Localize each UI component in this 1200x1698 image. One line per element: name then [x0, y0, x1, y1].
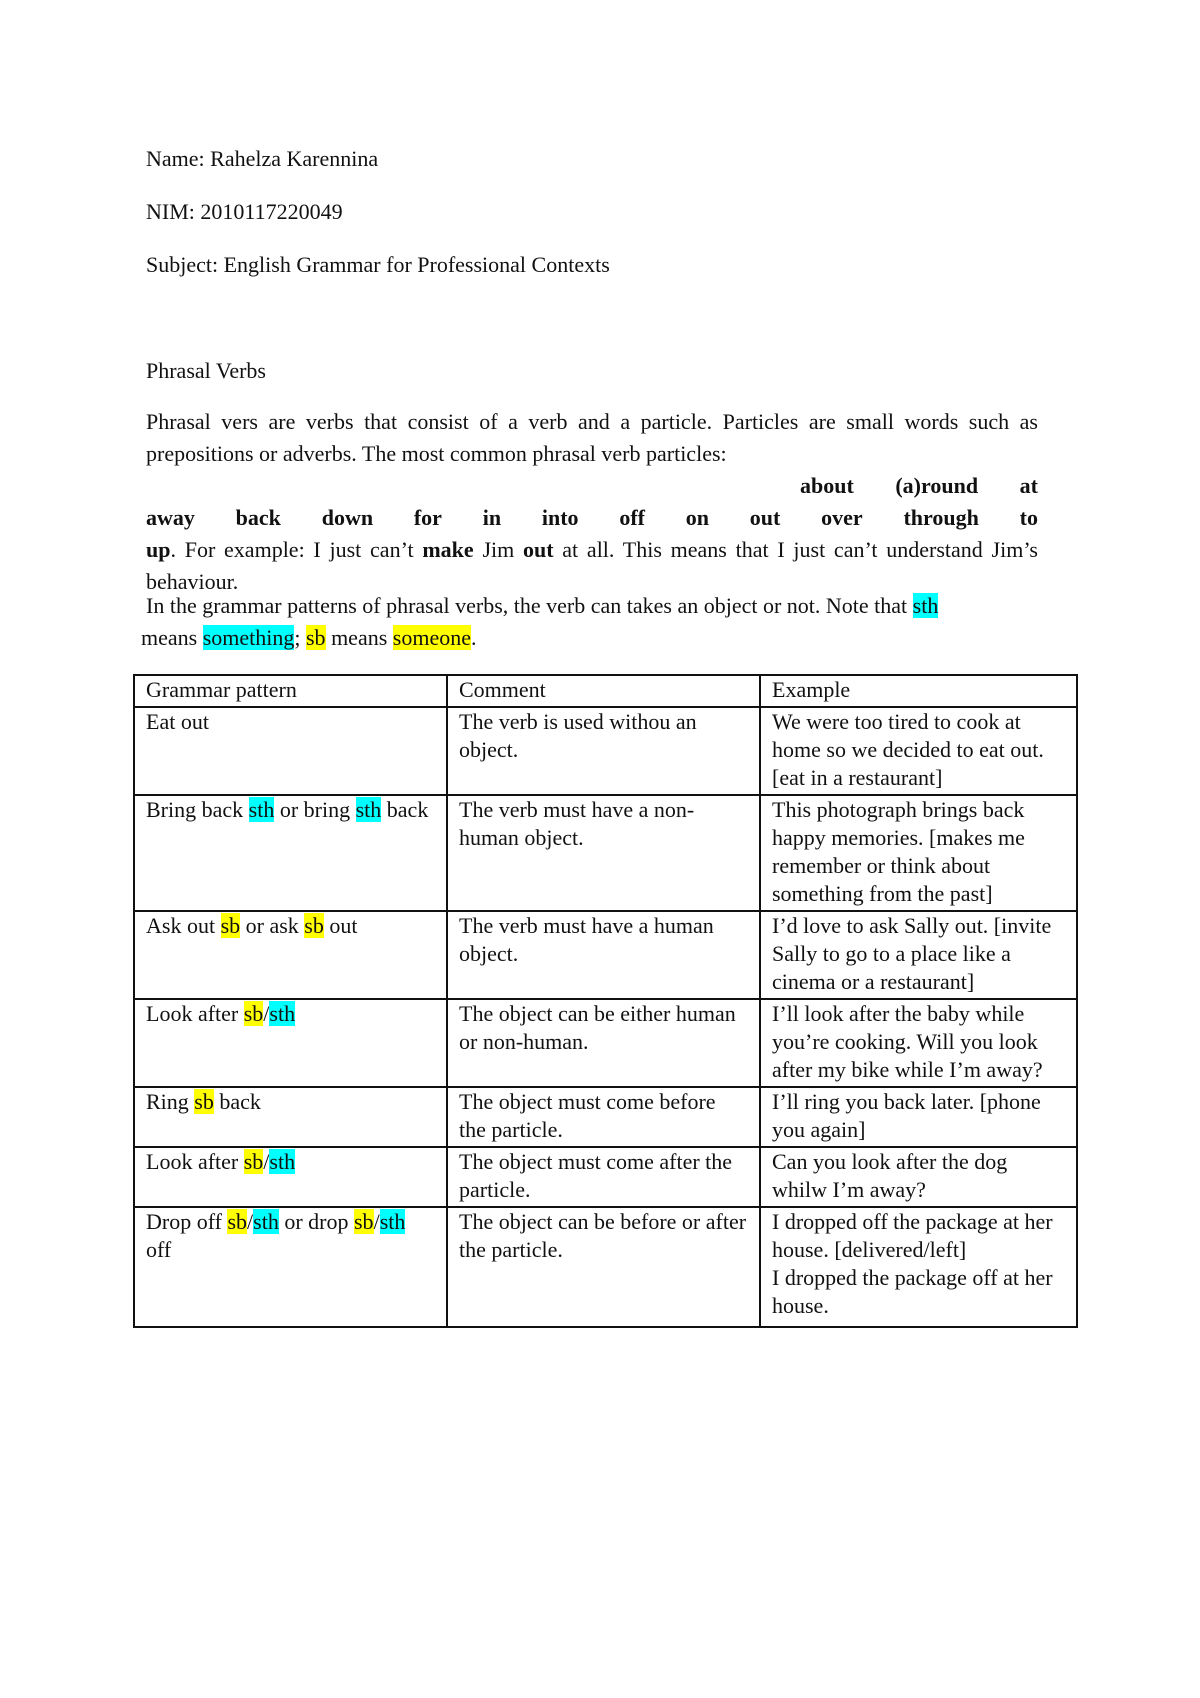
particle-word: to [1019, 505, 1038, 530]
highlight-sth: sth [248, 797, 275, 822]
cell-grammar-pattern [134, 911, 447, 999]
cell-comment: The object must come before the particle. [447, 1087, 760, 1147]
grammar-table [133, 674, 1078, 1328]
pattern-text: / [373, 1209, 380, 1234]
highlight-sth: sth [912, 593, 939, 618]
note-text-4: means [325, 625, 393, 650]
cell-example [760, 1087, 1077, 1147]
particle-word: off [619, 505, 645, 530]
particle-word: about [800, 473, 854, 498]
pattern-text: / [247, 1209, 254, 1234]
note-text-5: . [470, 625, 477, 650]
pattern-text: Eat out [146, 709, 209, 734]
particles-line-2 [146, 502, 1038, 534]
cell-example [760, 1207, 1077, 1327]
pattern-text: / [263, 1001, 270, 1026]
highlight-sb: sb [304, 913, 324, 938]
table-row [134, 1147, 1077, 1207]
pattern-text: Drop off [146, 1209, 228, 1234]
intro-text [146, 406, 1038, 470]
cell-comment: The object must come after the particle. [447, 1147, 760, 1207]
table-row [134, 1207, 1077, 1327]
particle-word: into [541, 505, 579, 530]
cell-comment: The verb is used withou an object. [447, 707, 760, 795]
highlight-sb: sb [306, 625, 326, 650]
particle-word: away [146, 505, 195, 530]
example-out: out [522, 537, 554, 562]
pattern-text: or drop [278, 1209, 354, 1234]
table-row [134, 707, 1077, 795]
cell-example [760, 999, 1077, 1087]
example-text: This photograph brings back happy memories. [makes me remember or think about something from the past] [772, 797, 1025, 906]
header-grammar-pattern: Grammar pattern [134, 675, 447, 707]
cell-grammar-pattern [134, 1087, 447, 1147]
example-text: I’ll ring you back later. [phone you again] [772, 1089, 1041, 1142]
particle-word: over [821, 505, 863, 530]
pattern-text: back [213, 1089, 261, 1114]
example-mid: Jim [473, 537, 523, 562]
example-text: I’ll look after the baby while you’re cooking. Will you look after my bike while I’m away? [772, 1001, 1043, 1082]
table-row [134, 795, 1077, 911]
cell-grammar-pattern [134, 1147, 447, 1207]
particles-list [146, 502, 1038, 534]
cell-grammar-pattern [134, 999, 447, 1087]
example-text: I’d love to ask Sally out. [invite Sally to go to a place like a cinema or a restaurant] [772, 913, 1052, 994]
table-body [134, 707, 1077, 1327]
pattern-text: Ring [146, 1089, 195, 1114]
highlight-sb: sb [243, 1001, 264, 1026]
highlight-sth: sth [269, 1149, 296, 1174]
table-row [134, 1087, 1077, 1147]
highlight-sb: sb [354, 1209, 374, 1234]
pattern-text: or ask [240, 913, 305, 938]
student-name: Name: Rahelza Karennina [146, 146, 379, 171]
note-text-3: ; [294, 625, 306, 650]
cell-comment: The object can be either human or non-human. [447, 999, 760, 1087]
header-comment: Comment [447, 675, 760, 707]
particles-line-1-wrapper [146, 470, 1038, 502]
pattern-text: / [263, 1149, 270, 1174]
particle-word: at [1019, 473, 1038, 498]
example-paragraph [146, 534, 1038, 598]
example-text: I dropped off the package at her house. [delivered/left] [772, 1209, 1053, 1262]
cell-comment: The verb must have a human object. [447, 911, 760, 999]
table-row [134, 999, 1077, 1087]
note-text-2: means [141, 625, 203, 650]
particle-up: up [146, 537, 171, 562]
note-paragraph [141, 590, 1038, 654]
example-text: I dropped the package off at her house. [772, 1265, 1053, 1318]
highlight-sb: sb [220, 913, 241, 938]
highlight-sb: sb [194, 1089, 214, 1114]
cell-grammar-pattern [134, 1207, 447, 1327]
cell-example [760, 1147, 1077, 1207]
highlight-sth: sth [379, 1209, 406, 1234]
header-example: Example [760, 675, 1077, 707]
intro-paragraph [146, 406, 1038, 470]
example-post: at all. This means that I just can’t understand Jim’s behaviour. [146, 537, 1038, 594]
table-header-row [134, 675, 1077, 707]
particle-word: for [413, 505, 442, 530]
note-text-1: In the grammar patterns of phrasal verbs, the verb can takes an object or not. Note that [146, 593, 913, 618]
cell-example [760, 707, 1077, 795]
pattern-text: Look after [146, 1001, 244, 1026]
particle-word: through [903, 505, 979, 530]
intro-sentence: Phrasal vers are verbs that consist of a verb and a particle. Particles are small words such as prepositions or adverbs. The most common phrasal verb particles: [146, 409, 1038, 466]
particle-word: (a)round [895, 473, 979, 498]
section-title: Phrasal Verbs [146, 358, 266, 383]
pattern-text: Bring back [146, 797, 249, 822]
particle-word: down [321, 505, 374, 530]
example-pre: . For example: I just can’t [170, 537, 423, 562]
cell-example [760, 911, 1077, 999]
highlight-sb: sb [243, 1149, 264, 1174]
example-text: Can you look after the dog whilw I’m away? [772, 1149, 1008, 1202]
pattern-text: Look after [146, 1149, 244, 1174]
table-row [134, 911, 1077, 999]
pattern-text: Ask out [146, 913, 221, 938]
highlight-sth: sth [269, 1001, 296, 1026]
pattern-text: out [323, 913, 358, 938]
pattern-text: back [381, 797, 429, 822]
highlight-someone: someone [392, 625, 471, 650]
student-nim: NIM: 2010117220049 [146, 199, 343, 224]
cell-example [760, 795, 1077, 911]
highlight-sth: sth [253, 1209, 279, 1234]
highlight-sb: sb [227, 1209, 248, 1234]
highlight-sth: sth [355, 797, 382, 822]
pattern-text: or bring [274, 797, 356, 822]
example-text: We were too tired to cook at home so we decided to eat out. [eat in a restaurant] [772, 709, 1044, 790]
cell-comment: The object can be before or after the particle. [447, 1207, 760, 1327]
cell-comment: The verb must have a non-human object. [447, 795, 760, 911]
pattern-text: off [146, 1237, 172, 1262]
particle-word: on [685, 505, 710, 530]
example-make: make [422, 537, 474, 562]
cell-grammar-pattern [134, 795, 447, 911]
particle-word: in [482, 505, 502, 530]
particle-word: back [235, 505, 281, 530]
cell-grammar-pattern [134, 707, 447, 795]
particle-word: out [749, 505, 781, 530]
highlight-something: something [202, 625, 295, 650]
subject-line: Subject: English Grammar for Professional Contexts [146, 252, 610, 277]
